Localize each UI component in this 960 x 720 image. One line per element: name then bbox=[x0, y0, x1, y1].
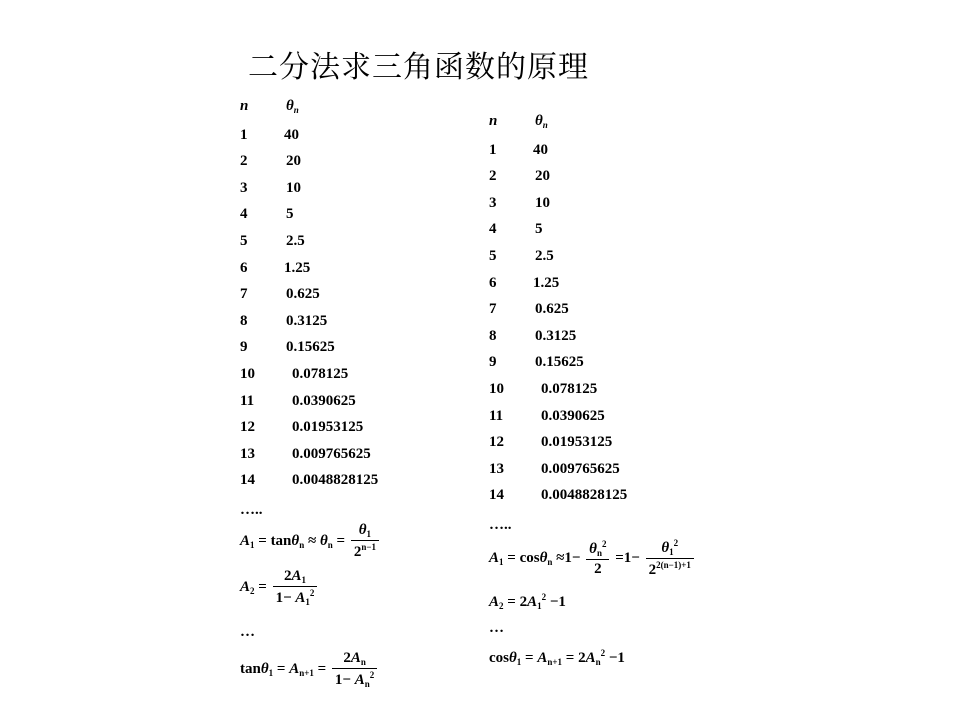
row-theta-value: 0.078125 bbox=[292, 366, 349, 382]
row-theta-value: 0.009765625 bbox=[292, 446, 371, 462]
row-theta-value: 0.3125 bbox=[535, 328, 577, 344]
header-theta: $\theta_n$ bbox=[535, 113, 548, 130]
row-theta-value: 0.0390625 bbox=[292, 393, 356, 409]
row-theta-value: 10 bbox=[286, 180, 301, 196]
row-theta-value: 0.0048828125 bbox=[541, 487, 628, 503]
row-theta-value: 0.01953125 bbox=[292, 419, 364, 435]
row-n: 14 bbox=[240, 472, 255, 488]
row-n: 9 bbox=[240, 339, 248, 355]
row-theta-value: 10 bbox=[535, 195, 550, 211]
row-theta-value: 40 bbox=[533, 142, 548, 158]
formula-a2-tan: $A_2$ = $\frac{2A_1}{1- A_1^2}$ bbox=[240, 568, 319, 607]
row-theta-value: 0.15625 bbox=[286, 339, 335, 355]
row-n: 5 bbox=[489, 248, 497, 264]
right-table bbox=[489, 113, 689, 533]
row-n: 14 bbox=[489, 487, 504, 503]
row-n: 7 bbox=[240, 286, 248, 302]
row-n: 12 bbox=[489, 434, 504, 450]
formula-a1-tan: $A_1 = \tan\theta_n \approx \theta_n$ = $\frac{\theta_1}{2^{n-1}}$ bbox=[240, 522, 381, 561]
row-n: 10 bbox=[240, 366, 255, 382]
row-theta-value: 0.3125 bbox=[286, 313, 328, 329]
left-formula-ellipsis: … bbox=[240, 624, 255, 640]
row-theta-value: 0.078125 bbox=[541, 381, 598, 397]
row-theta-value: 1.25 bbox=[533, 275, 560, 291]
row-n: 11 bbox=[489, 408, 504, 424]
header-n: n bbox=[489, 113, 498, 129]
row-n: 3 bbox=[240, 180, 248, 196]
row-theta-value: 0.0390625 bbox=[541, 408, 605, 424]
row-theta-value: 0.625 bbox=[286, 286, 320, 302]
row-n: 3 bbox=[489, 195, 497, 211]
formula-tan-theta1: $\tan\theta_1 = A_{n+1}$ = $\frac{2A_n}{1- A_n^2}$ bbox=[240, 650, 379, 689]
header-n: n bbox=[240, 98, 249, 114]
row-n: 8 bbox=[240, 313, 248, 329]
header-theta: $\theta_n$ bbox=[286, 98, 299, 115]
row-theta-value: 0.625 bbox=[535, 301, 569, 317]
row-theta-value: 0.009765625 bbox=[541, 461, 620, 477]
left-table bbox=[240, 98, 440, 518]
row-n: 5 bbox=[240, 233, 248, 249]
row-theta-value: 20 bbox=[286, 153, 301, 169]
row-n: 6 bbox=[489, 275, 497, 291]
row-theta-value: 5 bbox=[535, 221, 543, 237]
row-n: 13 bbox=[489, 461, 504, 477]
row-n: 9 bbox=[489, 354, 497, 370]
row-theta-value: 20 bbox=[535, 168, 550, 184]
row-n: 4 bbox=[240, 206, 248, 222]
row-n: 2 bbox=[489, 168, 497, 184]
row-theta-value: 40 bbox=[284, 127, 299, 143]
right-formula-ellipsis: … bbox=[489, 620, 504, 636]
formula-a2-cos: $A_2 = 2A_1^2 -1$ bbox=[489, 592, 566, 611]
row-n: 12 bbox=[240, 419, 255, 435]
row-theta-value: 0.15625 bbox=[535, 354, 584, 370]
row-n: 11 bbox=[240, 393, 255, 409]
row-n: 6 bbox=[240, 260, 248, 276]
row-theta-value: 0.01953125 bbox=[541, 434, 613, 450]
row-theta-value: 1.25 bbox=[284, 260, 311, 276]
formula-cos-theta1: $\cos\theta_1 = A_{n+1} = 2A_n^2 -1$ bbox=[489, 648, 625, 667]
row-n: 7 bbox=[489, 301, 497, 317]
row-theta-value: 2.5 bbox=[535, 248, 554, 264]
left-ellipsis: ….. bbox=[240, 502, 263, 518]
row-n: 1 bbox=[489, 142, 497, 158]
row-n: 4 bbox=[489, 221, 497, 237]
formula-a1-cos: $A_1 = \cos\theta_n \approx 1-$ $\frac{\theta_n^2}{2}$ =1− $\frac{\theta_1^2}{2^{2(n-1)+1}}$ bbox=[489, 538, 696, 579]
row-n: 2 bbox=[240, 153, 248, 169]
row-n: 1 bbox=[240, 127, 248, 143]
row-n: 13 bbox=[240, 446, 255, 462]
row-theta-value: 0.0048828125 bbox=[292, 472, 379, 488]
row-theta-value: 2.5 bbox=[286, 233, 305, 249]
page-title: 二分法求三角函数的原理 bbox=[248, 50, 589, 85]
row-n: 10 bbox=[489, 381, 504, 397]
right-ellipsis: ….. bbox=[489, 517, 512, 533]
row-n: 8 bbox=[489, 328, 497, 344]
row-theta-value: 5 bbox=[286, 206, 294, 222]
